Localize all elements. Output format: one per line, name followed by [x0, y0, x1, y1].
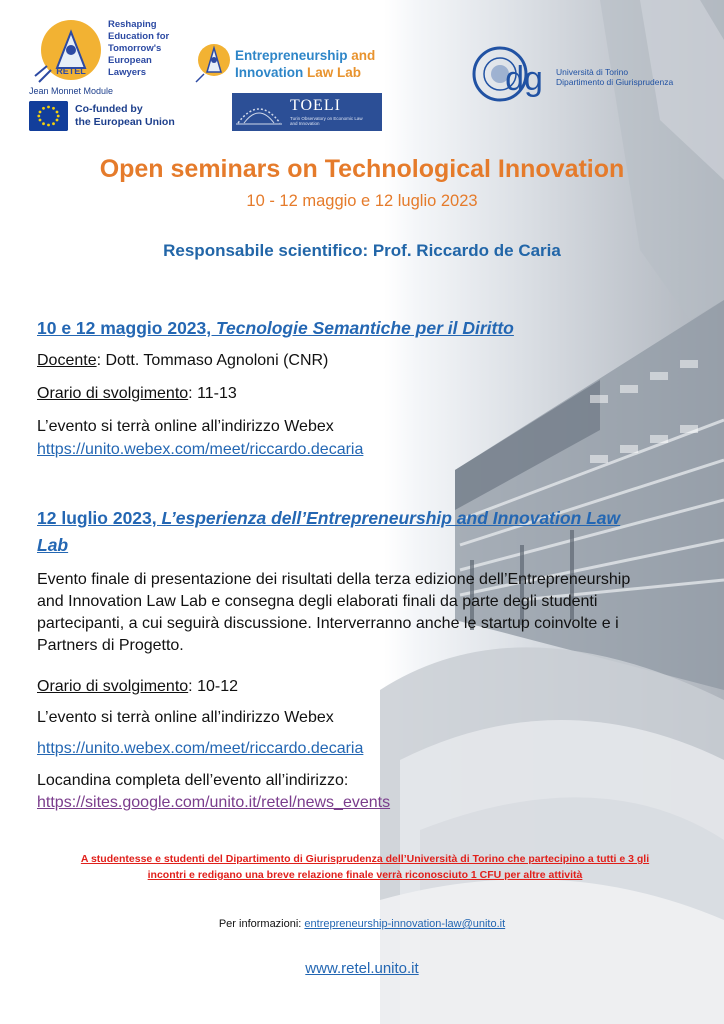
orario-label: Orario di svolgimento: [37, 678, 189, 695]
locandina-text: Locandina completa dell’evento all’indirizzo:: [37, 772, 349, 789]
unito-line: Dipartimento di Giurisprudenza: [556, 77, 674, 87]
tagline-line: Tomorrow's: [108, 43, 162, 54]
toeli-arch-icon: [232, 93, 286, 131]
event2-webex-link[interactable]: https://unito.webex.com/meet/riccardo.decaria: [37, 740, 364, 757]
event1-orario: [37, 383, 237, 405]
event2-description: [37, 569, 697, 657]
toeli-subtitle: Turin Observatory on Economic Law and Innovation: [290, 116, 363, 126]
event2-heading: [37, 505, 620, 532]
orario-value: : 11-13: [188, 385, 237, 402]
eu-cofunded-label: [75, 103, 175, 129]
description-line: Evento finale di presentazione dei risultati della terza edizione dell’Entrepreneurship: [37, 571, 631, 588]
orario-label: Orario di svolgimento: [37, 385, 189, 402]
eil-word: Entrepreneurship: [235, 48, 348, 63]
event2-heading-cont: [37, 532, 68, 559]
scientific-responsible: Responsabile scientifico: Prof. Riccardo de Caria: [163, 241, 561, 260]
heading-date: 10 e 12 maggio 2023,: [37, 318, 216, 338]
unito-dg-logo: [472, 38, 552, 110]
jean-monnet-label: Jean Monnet Module: [29, 86, 114, 96]
heading-title: Tecnologie Semantiche per il Diritto: [216, 318, 514, 338]
retel-tagline: [108, 19, 188, 79]
heading-date: 12 luglio 2023,: [37, 508, 162, 528]
unito-line: Università di Torino: [556, 67, 629, 77]
cfu-notice: [30, 851, 700, 883]
event2-online-text: L’evento si terrà online all’indirizzo Webex: [37, 709, 334, 726]
eil-word: and: [347, 48, 376, 63]
event1-webex-link[interactable]: https://unito.webex.com/meet/riccardo.decaria: [37, 441, 364, 458]
notice-line: incontri e redigano una breve relazione finale verrà riconosciuto 1 CFU per altre attività: [147, 869, 583, 881]
description-line: Partners di Progetto.: [37, 637, 184, 654]
dg-label: dg: [505, 60, 543, 98]
orario-value: : 10-12: [188, 678, 238, 695]
description-line: and Innovation Law Lab e consegna degli elaborati finali da parte degli studenti: [37, 593, 598, 610]
eu-flag-icon: [29, 101, 68, 131]
toeli-title: TOELI: [290, 97, 341, 114]
tagline-line: European: [108, 55, 152, 66]
tagline-line: Reshaping: [108, 19, 157, 30]
heading-title: L’esperienza dell’Entrepreneurship and Innovation Law: [161, 508, 621, 528]
retel-rocket-logo: [27, 20, 107, 86]
heading-title: Lab: [37, 535, 69, 555]
page-title: Open seminars on Technological Innovation: [99, 155, 625, 183]
retel-label: RETEL: [56, 66, 86, 76]
info-line: [0, 918, 724, 930]
eil-rocket-logo: [192, 42, 230, 84]
eu-line: the European Union: [75, 116, 175, 128]
info-label: Per informazioni:: [218, 918, 305, 930]
event2-orario: [37, 676, 238, 698]
notice-line: A studentesse e studenti del Dipartimento di Giurisprudenza dell’Università di Torino che partecipino a tutti e 3 gli: [80, 853, 650, 865]
eu-line: Co-funded by: [75, 103, 143, 115]
docente-label: Docente: [37, 352, 97, 369]
info-email-link[interactable]: entrepreneurship-innovation-law@unito.it: [304, 918, 506, 930]
locandina-link[interactable]: https://sites.google.com/unito.it/retel/news_events: [37, 794, 391, 811]
tagline-line: Lawyers: [108, 67, 147, 78]
eil-word: Innovation: [235, 65, 307, 80]
event1-online-text: L’evento si terrà online all’indirizzo Webex: [37, 418, 334, 435]
eil-word: Law Lab: [307, 65, 362, 80]
docente-value: : Dott. Tommaso Agnoloni (CNR): [96, 352, 329, 369]
website: [0, 960, 724, 977]
unito-label: [556, 67, 673, 87]
eil-logo-text: [235, 47, 375, 81]
seminar-dates: 10 - 12 maggio e 12 luglio 2023: [246, 192, 478, 210]
event1-docente: [37, 350, 328, 372]
event1-heading: [37, 315, 514, 342]
description-line: partecipanti, a cui seguirà discussione. Interverranno anche le startup coinvolte e i: [37, 615, 619, 632]
toeli-logo: [232, 93, 382, 131]
website-link[interactable]: www.retel.unito.it: [305, 960, 419, 977]
tagline-line: Education for: [108, 31, 170, 42]
